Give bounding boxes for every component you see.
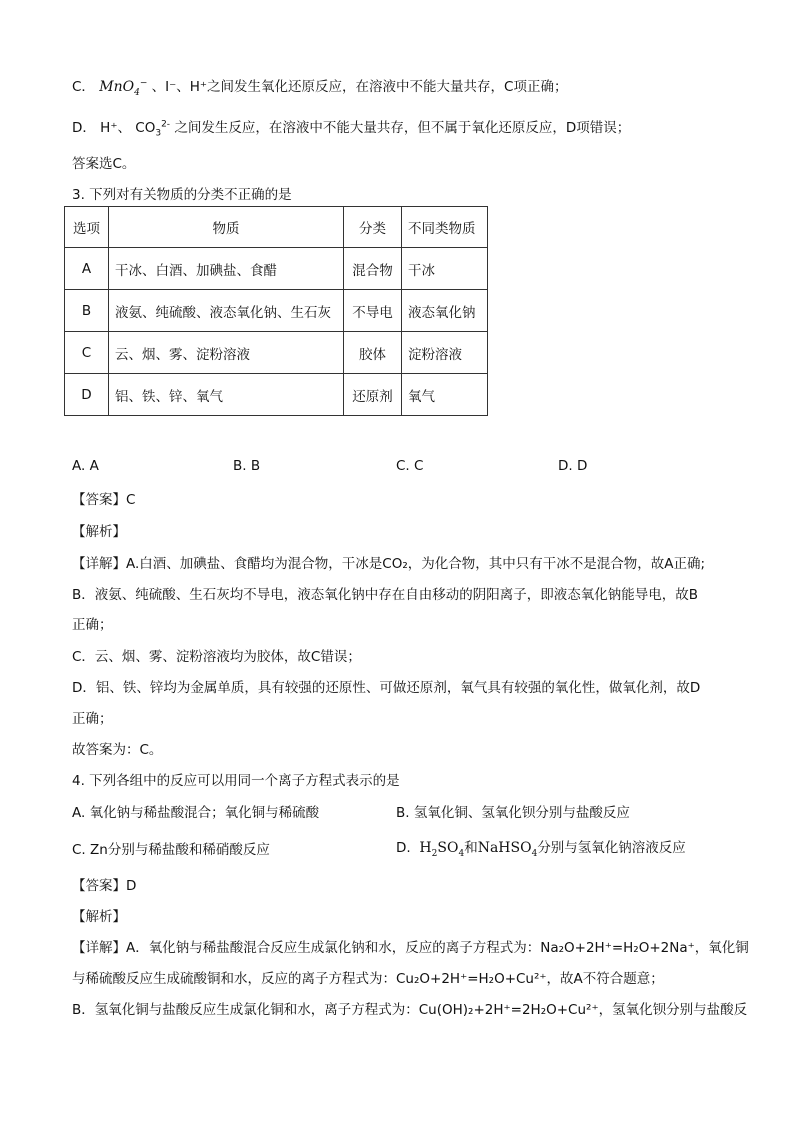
table-row [65, 248, 488, 290]
table-cell: 氧气 [402, 374, 488, 416]
table-cell: 还原剂 [344, 374, 402, 416]
line-c [72, 75, 567, 98]
q3-title: 3. 下列对有关物质的分类不正确的是 [72, 187, 292, 203]
table-row [65, 332, 488, 374]
sodium-bisulfate-formula: NaHSO$_4$ [477, 840, 538, 859]
q4-answer: 【答案】D [72, 878, 137, 894]
q3-detail-line: 正确； [72, 711, 113, 727]
answer-prev: 答案选C。 [72, 156, 136, 172]
q3-detail-line: 【详解】A.白酒、加碘盐、食醋均为混合物，干冰是CO₂，为化合物，其中只有干冰不是混合物，故A正确; [72, 556, 706, 572]
q3-answer: 【答案】C [72, 492, 136, 508]
line-d-prefix: D． H⁺、 [72, 120, 131, 136]
classification-table [64, 206, 488, 416]
q3-detail-line: D．铝、铁、锌均为金属单质，具有较强的还原性、可做还原剂，氧气具有较强的氧化性，做氧化剂，故D [72, 680, 701, 696]
q3-option-c: C. C [396, 458, 424, 474]
q4-detail-line: 与稀硫酸反应生成硫酸铜和水，反应的离子方程式为：Cu₂O+2H⁺=H₂O+Cu²⁺，故A不符合题意； [72, 971, 664, 987]
q4-option-d-prefix: D. [396, 840, 411, 856]
table-cell: 云、烟、雾、淀粉溶液 [109, 332, 344, 374]
q3-option-d: D. D [558, 458, 588, 474]
q3-option-b: B. B [233, 458, 261, 474]
table-cell: 铝、铁、锌、氧气 [109, 374, 344, 416]
table-cell: B [65, 290, 109, 332]
table-cell: 干冰、白酒、加碘盐、食醋 [109, 248, 344, 290]
table-cell: 液态氧化钠 [402, 290, 488, 332]
q4-detail-line: B．氢氧化铜与盐酸反应生成氯化铜和水，离子方程式为：Cu(OH)₂+2H⁺=2H₂O+Cu²⁺，氢氧化钡分别与盐酸反 [72, 1002, 748, 1018]
q3-analysis-tag: 【解析】 [72, 524, 126, 540]
table-row [65, 374, 488, 416]
table-cell: 淀粉溶液 [402, 332, 488, 374]
q3-option-a: A. A [72, 458, 99, 474]
table-header-cell: 物质 [109, 207, 344, 248]
table-cell: D [65, 374, 109, 416]
q3-detail-line: B．液氨、纯硫酸、生石灰均不导电，液态氧化钠中存在自由移动的阴阳离子，即液态氧化钠能导电，故B [72, 587, 699, 603]
q4-analysis-tag: 【解析】 [72, 909, 126, 925]
q4-option-c: C. Zn分别与稀盐酸和稀硝酸反应 [72, 842, 270, 858]
q4-option-a: A. 氧化钠与稀盐酸混合；氧化铜与稀硫酸 [72, 805, 320, 821]
table-cell: 胶体 [344, 332, 402, 374]
line-d [72, 116, 630, 139]
q3-detail-line: C．云、烟、雾、淀粉溶液均为胶体，故C错误； [72, 649, 361, 665]
table-cell: C [65, 332, 109, 374]
q4-detail-line: 【详解】A．氧化钠与稀盐酸混合反应生成氯化钠和水，反应的离子方程式为：Na₂O+2H⁺=H₂O+2Na⁺，氧化铜 [72, 940, 749, 956]
q4-option-b: B. 氢氧化铜、氢氧化钡分别与盐酸反应 [396, 805, 630, 821]
q3-detail-line: 正确； [72, 617, 113, 633]
permanganate-formula: MnO$_4$− [99, 78, 148, 98]
sulfuric-acid-formula: $H_2SO_4$ [414, 840, 465, 859]
q4-option-d-suffix: 分别与氢氧化钠溶液反应 [537, 840, 686, 856]
table-cell: 混合物 [344, 248, 402, 290]
table-cell: A [65, 248, 109, 290]
line-c-prefix: C． [72, 79, 95, 95]
q3-detail-line: 故答案为：C。 [72, 742, 163, 758]
carbonate-formula: $CO_3^{2-}$ [135, 119, 171, 139]
table-header-cell: 选项 [65, 207, 109, 248]
table-cell: 干冰 [402, 248, 488, 290]
table-cell: 不导电 [344, 290, 402, 332]
q4-option-d-mid: 和 [464, 840, 478, 856]
line-d-text: 之间发生反应，在溶液中不能大量共存，但不属于氧化还原反应，D项错误； [174, 120, 631, 136]
table-row [65, 290, 488, 332]
table-header-cell: 分类 [344, 207, 402, 248]
q4-title: 4. 下列各组中的反应可以用同一个离子方程式表示的是 [72, 773, 400, 789]
table-header-cell: 不同类物质 [402, 207, 488, 248]
line-c-text: 、I⁻、H⁺之间发生氧化还原反应，在溶液中不能大量共存，C项正确； [151, 79, 568, 95]
table-header-row [65, 207, 488, 248]
q4-option-d [396, 836, 686, 859]
table-cell: 液氨、纯硫酸、液态氧化钠、生石灰 [109, 290, 344, 332]
